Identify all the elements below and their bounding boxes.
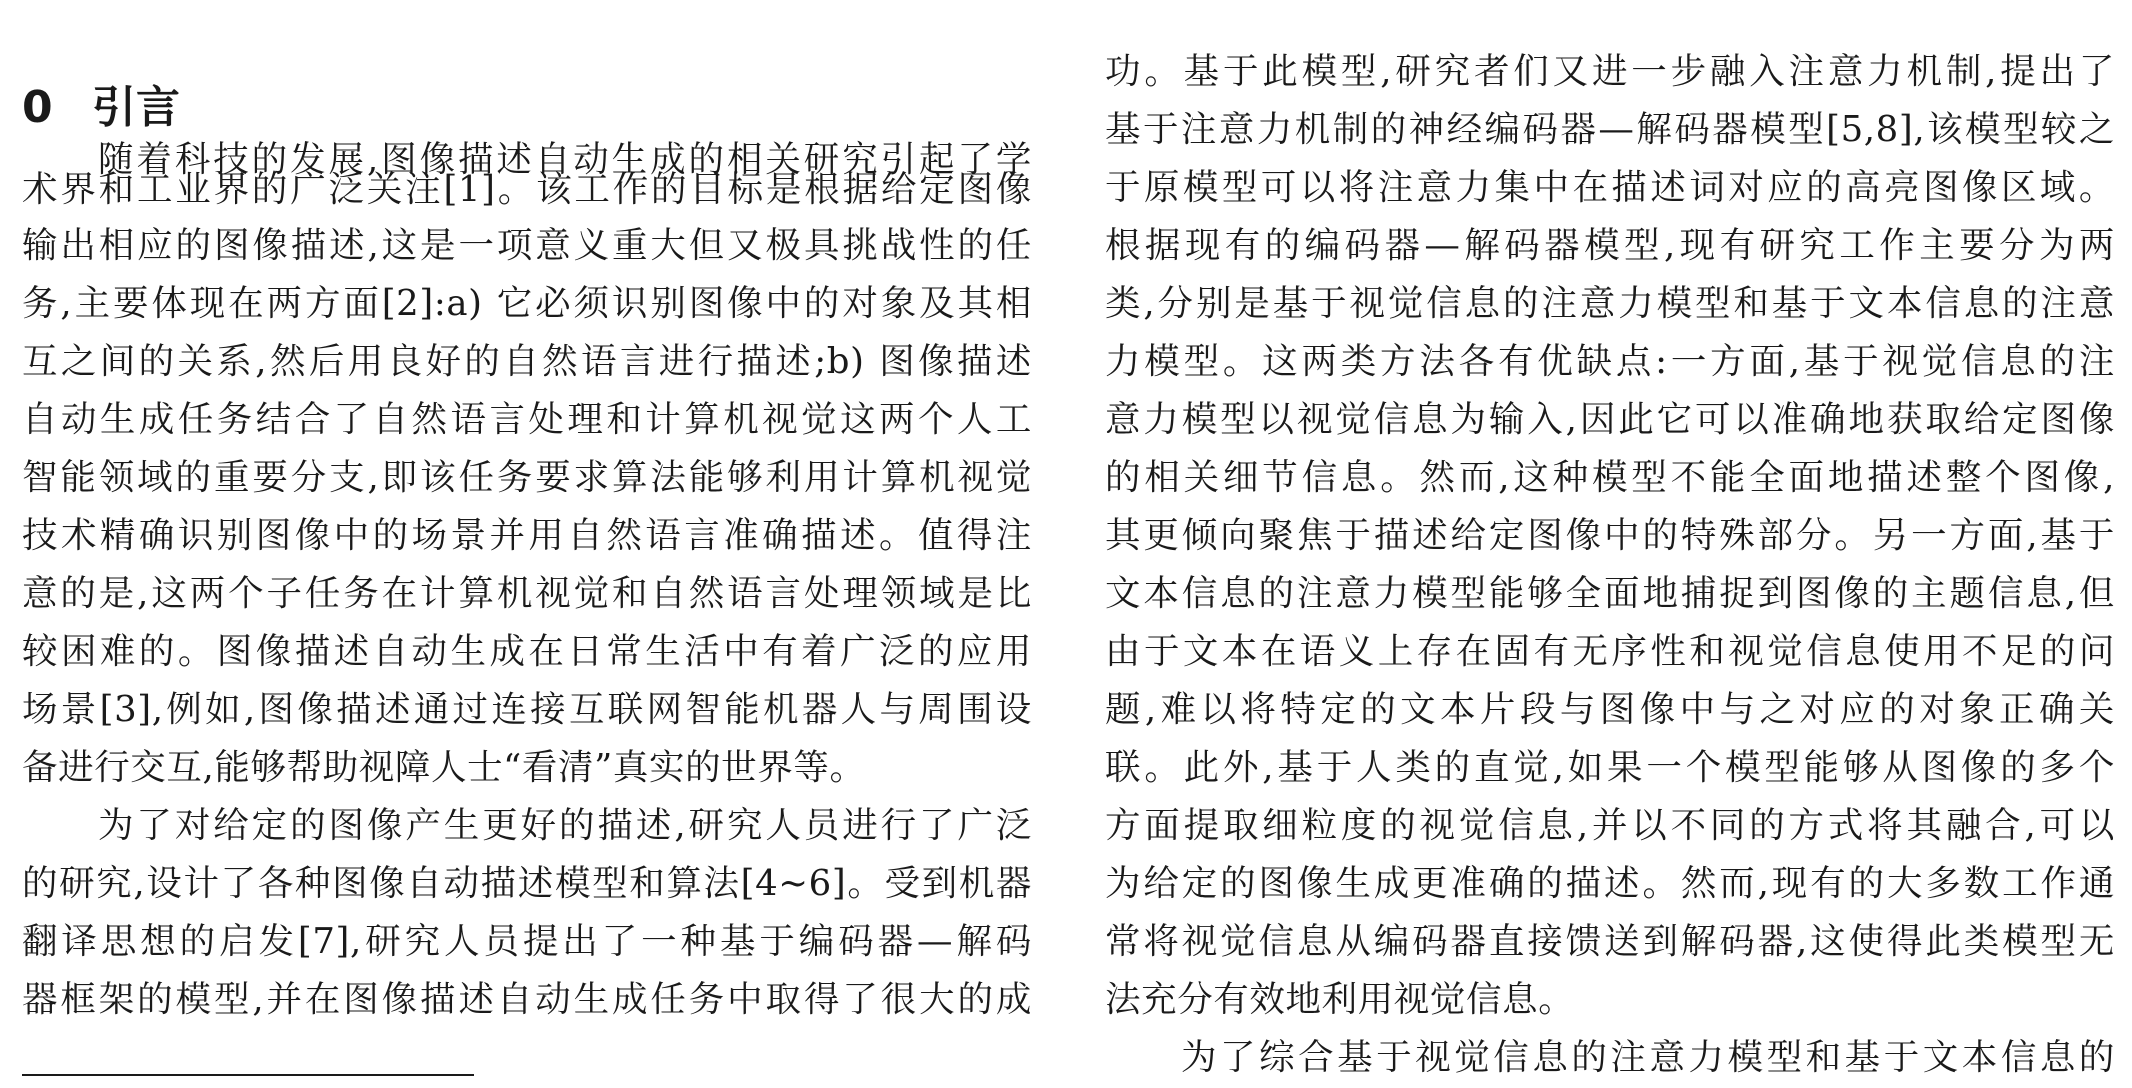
- text-line: 根据现有的编码器—解码器模型,现有研究工作主要分为两: [1105, 225, 2115, 266]
- text-line: 技术精确识别图像中的场景并用自然语言准确描述。值得注: [22, 515, 1032, 556]
- text-line: 题,难以将特定的文本片段与图像中与之对应的对象正确关: [1105, 689, 2115, 730]
- text-line: 智能领域的重要分支,即该任务要求算法能够利用计算机视觉: [22, 457, 1032, 498]
- text-line: 随着科技的发展,图像描述自动生成的相关研究引起了学: [98, 139, 1032, 180]
- text-line: 其更倾向聚焦于描述给定图像中的特殊部分。另一方面,基于: [1105, 515, 2115, 556]
- text-line: 法充分有效地利用视觉信息。: [1105, 979, 1575, 1020]
- text-line: 术界和工业界的广泛关注[1]。该工作的目标是根据给定图像: [22, 169, 1032, 210]
- text-line: 功。基于此模型,研究者们又进一步融入注意力机制,提出了: [1105, 51, 2115, 92]
- text-line: 场景[3],例如,图像描述通过连接互联网智能机器人与周围设: [22, 689, 1032, 730]
- text-line: 较困难的。图像描述自动生成在日常生活中有着广泛的应用: [22, 631, 1032, 672]
- text-line: 由于文本在语义上存在固有无序性和视觉信息使用不足的问: [1105, 631, 2115, 672]
- text-line: 的研究,设计了各种图像自动描述模型和算法[4~6]。受到机器: [22, 863, 1032, 904]
- text-line: 翻译思想的启发[7],研究人员提出了一种基于编码器—解码: [22, 921, 1032, 962]
- text-line: 常将视觉信息从编码器直接馈送到解码器,这使得此类模型无: [1105, 921, 2115, 962]
- section-title: 引言: [92, 82, 180, 133]
- text-line: 基于注意力机制的神经编码器—解码器模型[5,8],该模型较之: [1105, 109, 2115, 150]
- text-line: 联。此外,基于人类的直觉,如果一个模型能够从图像的多个: [1105, 747, 2115, 788]
- text-line: 文本信息的注意力模型能够全面地捕捉到图像的主题信息,但: [1105, 573, 2115, 614]
- text-line: 为了综合基于视觉信息的注意力模型和基于文本信息的: [1181, 1037, 2115, 1078]
- section-number: 0: [22, 82, 53, 133]
- text-line: 意的是,这两个子任务在计算机视觉和自然语言处理领域是比: [22, 573, 1032, 614]
- footnote-divider: [22, 1074, 474, 1076]
- text-line: 器框架的模型,并在图像描述自动生成任务中取得了很大的成: [22, 979, 1032, 1020]
- text-line: 务,主要体现在两方面[2]:a) 它必须识别图像中的对象及其相: [22, 283, 1032, 324]
- text-line: 类,分别是基于视觉信息的注意力模型和基于文本信息的注意: [1105, 283, 2115, 324]
- text-line: 力模型。这两类方法各有优缺点:一方面,基于视觉信息的注: [1105, 341, 2115, 382]
- text-line: 方面提取细粒度的视觉信息,并以不同的方式将其融合,可以: [1105, 805, 2115, 846]
- text-line: 输出相应的图像描述,这是一项意义重大但又极具挑战性的任: [22, 225, 1032, 266]
- text-line: 自动生成任务结合了自然语言处理和计算机视觉这两个人工: [22, 399, 1032, 440]
- text-line: 为给定的图像生成更准确的描述。然而,现有的大多数工作通: [1105, 863, 2115, 904]
- text-line: 互之间的关系,然后用良好的自然语言进行描述;b) 图像描述: [22, 341, 1032, 382]
- text-line: 备进行交互,能够帮助视障人士“看清”真实的世界等。: [22, 747, 866, 788]
- text-line: 意力模型以视觉信息为输入,因此它可以准确地获取给定图像: [1105, 399, 2115, 440]
- section-heading: [22, 78, 180, 138]
- text-line: 为了对给定的图像产生更好的描述,研究人员进行了广泛: [98, 805, 1032, 846]
- text-line: 于原模型可以将注意力集中在描述词对应的高亮图像区域。: [1105, 167, 2115, 208]
- text-line: 的相关细节信息。然而,这种模型不能全面地描述整个图像,: [1105, 457, 2115, 498]
